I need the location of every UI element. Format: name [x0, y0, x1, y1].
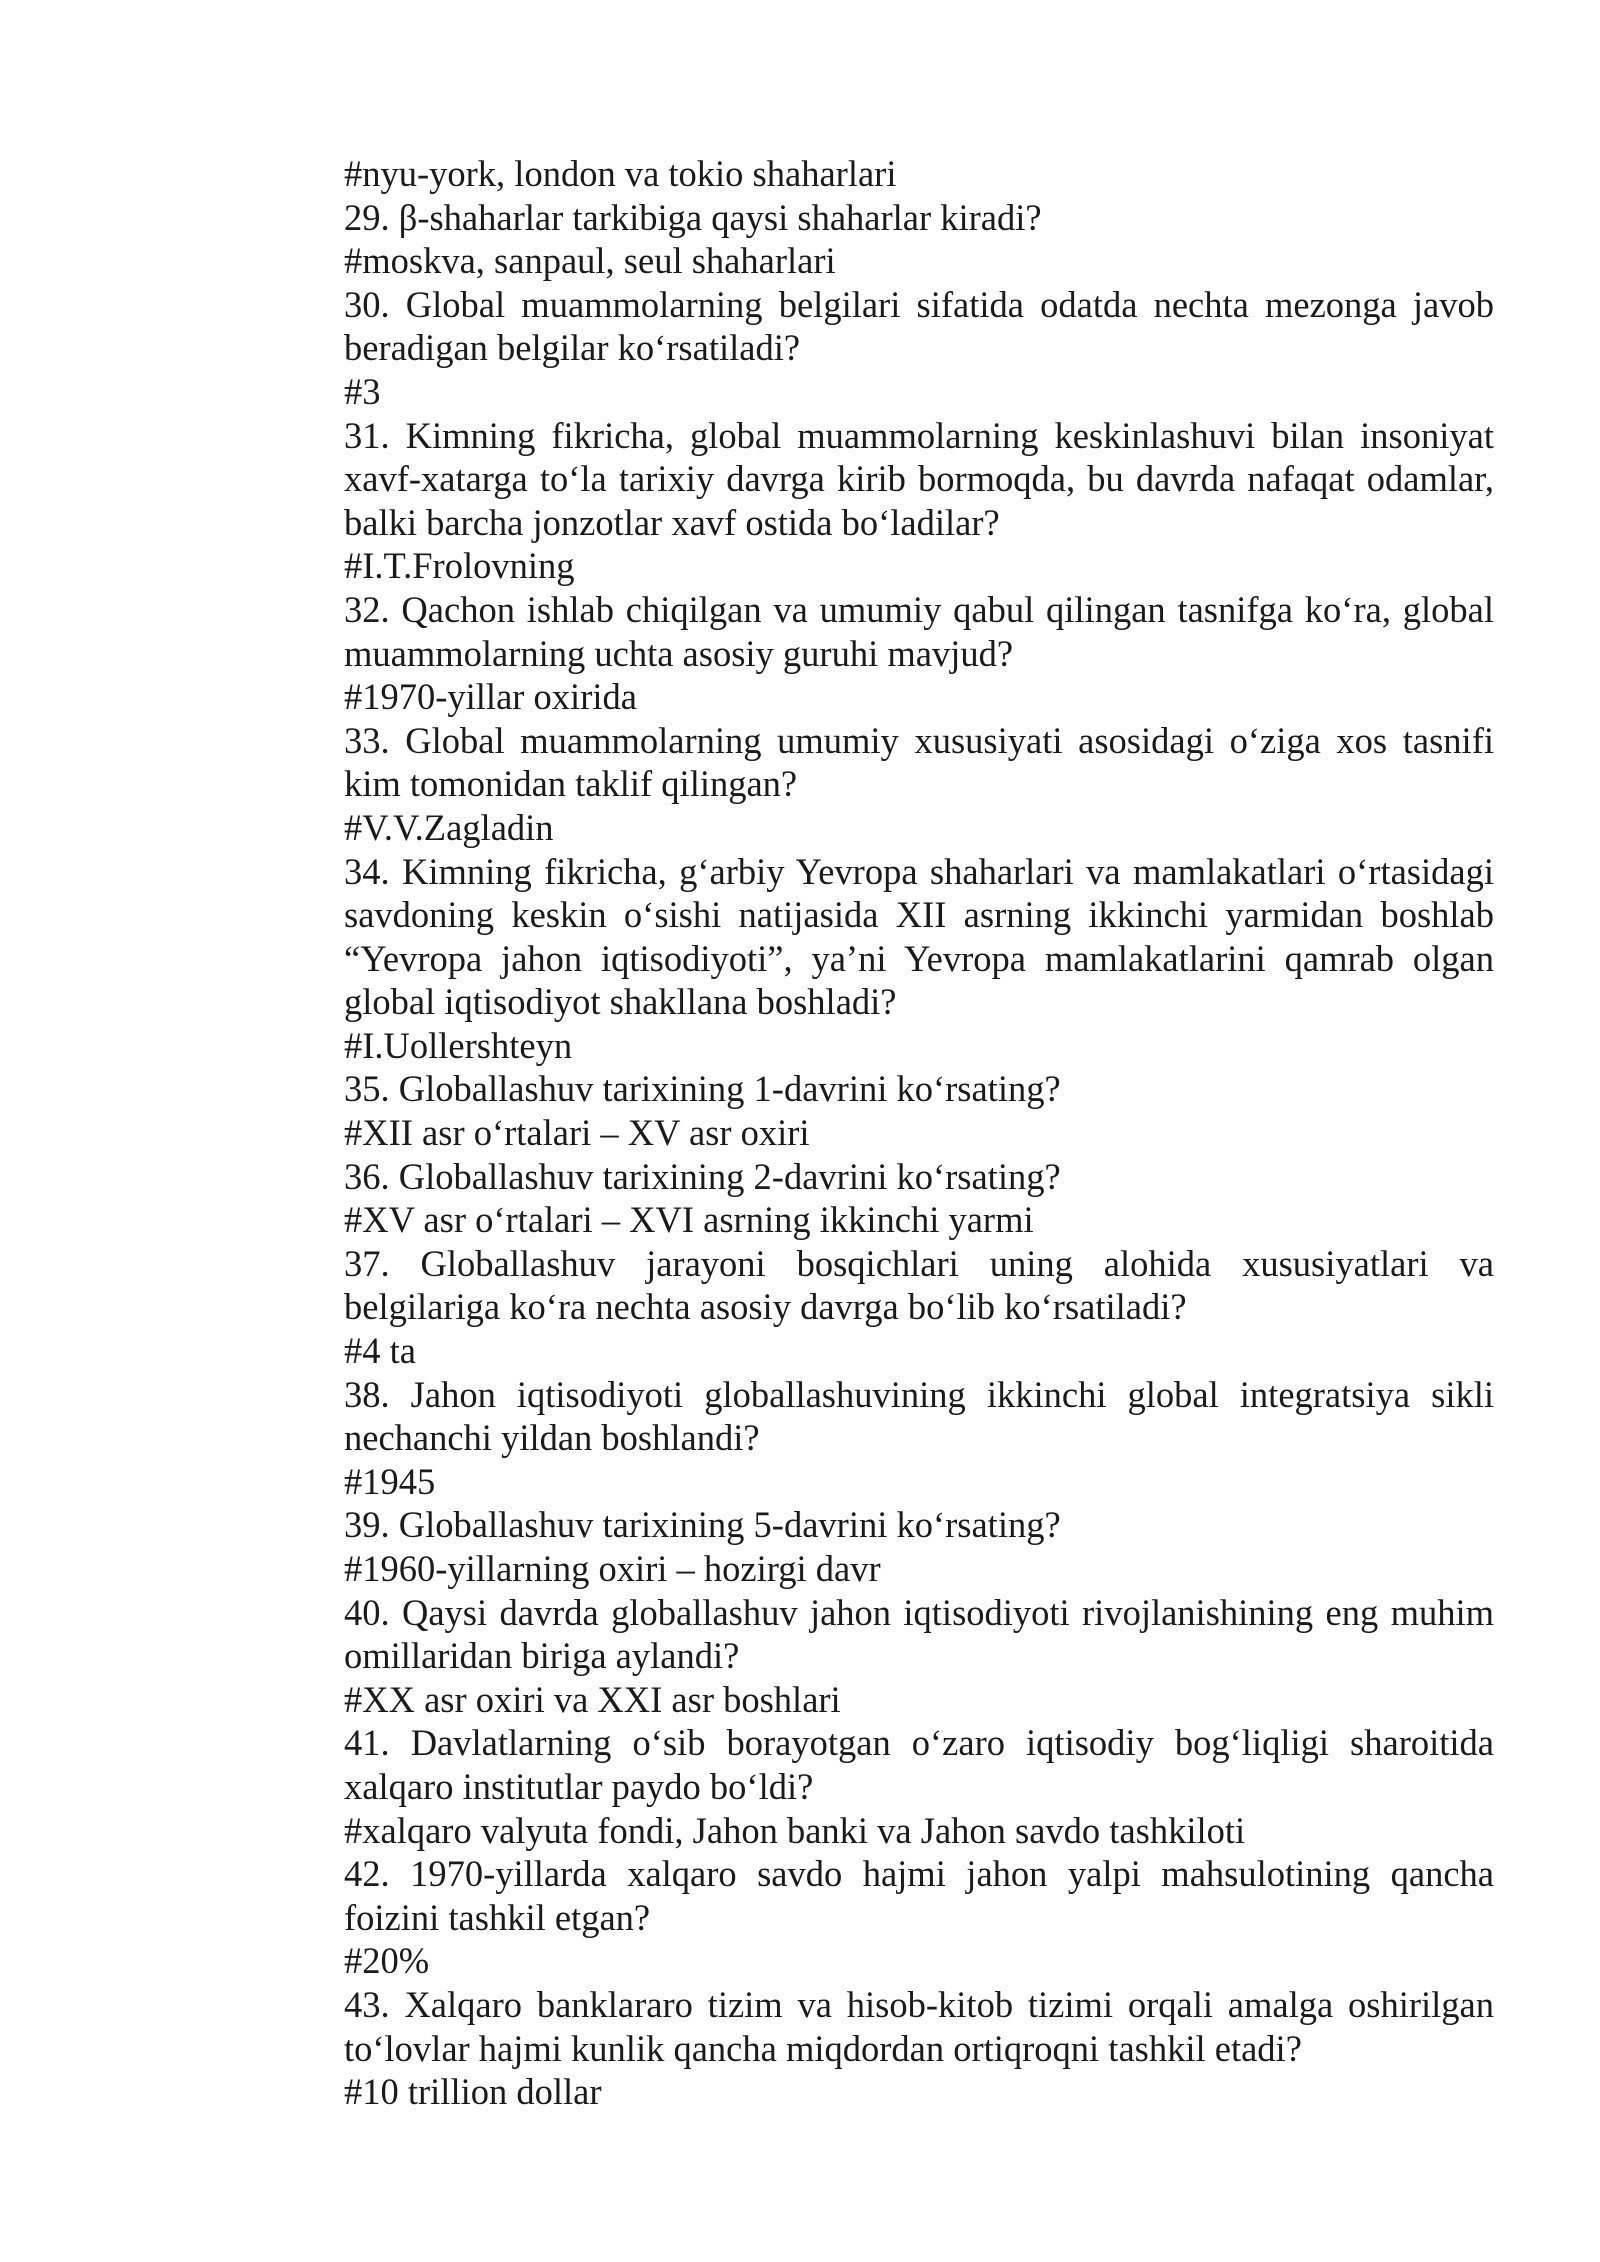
- question-29: 29. β-shaharlar tarkibiga qaysi shaharlar kiradi?: [344, 196, 1042, 238]
- question-32: 32. Qachon ishlab chiqilgan va umumiy qabul qilingan tasnifga ko‘ra, global muammolarning uchta asosiy guruhi mavjud?: [344, 588, 1494, 674]
- question-33: 33. Global muammolarning umumiy xususiyati asosidagi o‘ziga xos tasnifi kim tomonidan taklif qilingan?: [344, 719, 1494, 805]
- question-43: 43. Xalqaro banklararo tizim va hisob-kitob tizimi orqali amalga oshirilgan to‘lovlar hajmi kunlik qancha miqdordan ortiqroqni tashkil etadi?: [344, 1983, 1494, 2069]
- question-40: 40. Qaysi davrda globallashuv jahon iqtisodiyoti rivojlanishining eng muhim omillaridan biriga aylandi?: [344, 1591, 1494, 1677]
- lead-answer: #nyu-york, london va tokio shaharlari: [344, 153, 897, 194]
- document-body: [344, 152, 1494, 2114]
- question-37: 37. Globallashuv jarayoni bosqichlari uning alohida xususiyatlari va belgilariga ko‘ra nechta asosiy davrga bo‘lib ko‘rsatiladi?: [344, 1242, 1494, 1328]
- answer-41: #xalqaro valyuta fondi, Jahon banki va Jahon savdo tashkiloti: [344, 1809, 1246, 1851]
- answer-31: #I.T.Frolovning: [344, 545, 575, 587]
- answer-40: #XX asr oxiri va XXI asr boshlari: [344, 1678, 841, 1720]
- question-41: 41. Davlatlarning o‘sib borayotgan o‘zaro iqtisodiy bog‘liqligi sharoitida xalqaro institutlar paydo bo‘ldi?: [344, 1722, 1494, 1807]
- answer-29: #moskva, sanpaul, seul shaharlari: [344, 240, 836, 282]
- question-38: 38. Jahon iqtisodiyoti globallashuvining ikkinchi global integratsiya sikli nechanchi yildan boshlandi?: [344, 1373, 1494, 1459]
- answer-43: #10 trillion dollar: [344, 2071, 602, 2113]
- answer-42: #20%: [344, 1940, 430, 1982]
- question-30: 30. Global muammolarning belgilari sifatida odatda nechta mezonga javob beradigan belgilar ko‘rsatiladi?: [344, 283, 1494, 369]
- answer-34: #I.Uollershteyn: [344, 1024, 573, 1066]
- question-36: 36. Globallashuv tarixining 2-davrini ko‘rsating?: [344, 1155, 1061, 1197]
- answer-38: #1945: [344, 1460, 436, 1502]
- answer-32: #1970-yillar oxirida: [344, 676, 637, 718]
- question-34: 34. Kimning fikricha, g‘arbiy Yevropa shaharlari va mamlakatlari o‘rtasidagi savdoning keskin o‘sishi natijasida XII asrning ikkinchi yarmidan boshlab “Yevropa jahon iqtisodiyoti”, ya’ni Yevropa mamlakatlarini qamrab olgan global iqtisodiyot shakllana boshladi?: [344, 850, 1494, 1023]
- answer-35: #XII asr o‘rtalari – XV asr oxiri: [344, 1112, 810, 1154]
- answer-30: #3: [344, 370, 381, 412]
- answer-33: #V.V.Zagladin: [344, 806, 554, 848]
- question-39: 39. Globallashuv tarixining 5-davrini ko‘rsating?: [344, 1504, 1061, 1546]
- answer-36: #XV asr o‘rtalari – XVI asrning ikkinchi yarmi: [344, 1199, 1034, 1241]
- question-35: 35. Globallashuv tarixining 1-davrini ko‘rsating?: [344, 1068, 1061, 1110]
- answer-39: #1960-yillarning oxiri – hozirgi davr: [344, 1548, 881, 1589]
- answer-37: #4 ta: [344, 1330, 416, 1372]
- question-42: 42. 1970-yillarda xalqaro savdo hajmi jahon yalpi mahsulotining qancha foizini tashkil etgan?: [344, 1853, 1494, 1938]
- question-31: 31. Kimning fikricha, global muammolarning keskinlashuvi bilan insoniyat xavf-xatarga to‘la tarixiy davrga kirib bormoqda, bu davrda nafaqat odamlar, balki barcha jonzotlar xavf ostida bo‘ladilar?: [344, 414, 1494, 543]
